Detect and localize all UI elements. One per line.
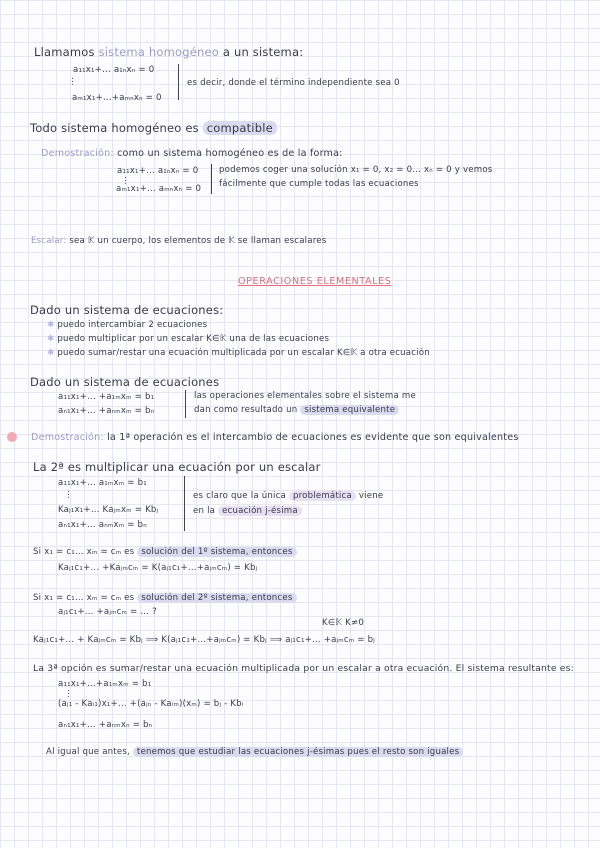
demo1-separator <box>211 164 212 194</box>
demo1-note-1: podemos coger una solución x₁ = 0, x₂ = 0... xₙ = 0 y vemos <box>219 165 493 175</box>
demo1-equation-1: a₁₁x₁+... a₁ₙxₙ = 0 <box>117 166 199 176</box>
second-note-1a: es claro que la única <box>193 491 286 501</box>
second-note-2a: en la <box>193 506 216 516</box>
escalar-text: sea 𝕂 un cuerpo, los elementos de 𝕂 se llaman escalares <box>69 236 327 246</box>
final-line <box>46 748 463 757</box>
third-op-text: La 3ª opción es sumar/restar una ecuación multiplicada por un escalar a otra ecuación. El sistema resultante es: <box>33 663 574 674</box>
escalar-label: Escalar: <box>31 236 67 246</box>
third-equation-1: a₁₁x₁+...+a₁ₘxₘ = b₁ <box>58 679 152 689</box>
highlight-study-j-equations: tenemos que estudiar las ecuaciones j-ésimas pues el resto son iguales <box>133 747 463 757</box>
demo1-note-2: fácilmente que cumple todas las ecuaciones <box>219 179 419 189</box>
demo1-equation-m: aₘ₁x₁+... aₘₙxₙ = 0 <box>116 184 202 194</box>
sol2-line <box>33 594 297 603</box>
dado1-item-1 <box>47 321 207 330</box>
second-note-1b: viene <box>358 491 384 501</box>
demo1-text: como un sistema homogéneo es de la forma: <box>117 148 343 159</box>
section-heading: OPERACIONES ELEMENTALES <box>238 276 392 287</box>
intro-separator <box>178 64 179 100</box>
highlight-compatible: compatible <box>203 121 277 135</box>
intro-word: Llamamos <box>34 45 95 59</box>
intro-note: es decir, donde el término independiente sea 0 <box>187 78 400 88</box>
dado1-text: Dado un sistema de ecuaciones: <box>30 303 224 317</box>
demo1-vdots: ⋮ <box>121 176 130 186</box>
highlight-solution-second-system: solución del 2º sistema, entonces <box>137 593 296 603</box>
second-separator <box>184 476 185 531</box>
second-equation-1: a₁₁x₁+... a₁ₘxₘ = b₁ <box>58 478 147 488</box>
second-vdots: ⋮ <box>64 490 73 500</box>
compatible-line <box>30 123 277 135</box>
dado2-equation-1: a₁₁x₁+... +a₁ₘxₘ = b₁ <box>58 392 155 402</box>
dado2-note-2-text: dan como resultado un <box>194 405 298 415</box>
dado1-item-3-text: puedo sumar/restar una ecuación multiplicada por un escalar K∈𝕂 a otra ecuación <box>57 348 430 358</box>
intro-rest: a un sistema: <box>222 45 304 59</box>
demo1-label: Demostración: <box>41 148 114 159</box>
star-icon: ✱ <box>47 334 55 344</box>
compatible-text: Todo sistema homogéneo es <box>30 121 199 135</box>
term-homogeneous-system: sistema homogéneo <box>98 45 219 59</box>
intro-equation-1: a₁₁x₁+... a₁ₙxₙ = 0 <box>73 65 155 75</box>
dado1-item-3 <box>47 349 430 358</box>
third-vdots: ⋮ <box>64 689 73 699</box>
intro-vdots: ⋮ <box>68 77 77 87</box>
dado1-item-2 <box>47 335 329 344</box>
pink-bullet-dot <box>7 432 17 442</box>
final-pre: Al igual que antes, <box>46 747 130 757</box>
highlight-equivalent-system: sistema equivalente <box>300 405 399 415</box>
intro-equation-m: aₘ₁x₁+...+aₘₙxₙ = 0 <box>72 93 162 103</box>
sol1-pre: Si x₁ = c₁... xₘ = cₘ es <box>33 547 135 557</box>
second-equation-j: Kaⱼ₁x₁+... Kaⱼₘxₘ = Kbⱼ <box>58 505 159 515</box>
escalar-line <box>31 237 326 246</box>
sol2-pre: Si x₁ = c₁... xₘ = cₘ es <box>33 593 135 603</box>
dado2-text: Dado un sistema de ecuaciones <box>30 375 220 389</box>
demo2-text: la 1ª operación es el intercambio de ecuaciones es evidente que son equivalentes <box>107 432 519 443</box>
dado1-item-1-text: puedo intercambiar 2 ecuaciones <box>57 320 208 330</box>
demo2-label: Demostración: <box>31 432 104 443</box>
dado2-equation-n: aₙ₁x₁+... +aₙₘxₘ = bₙ <box>58 406 155 416</box>
sol2-implication-chain: Kaⱼ₁c₁+... + Kaⱼₘcₘ = Kbⱼ ⟹ K(aⱼ₁c₁+...+aⱼₘcₘ) = Kbⱼ ⟹ aⱼ₁c₁+... +aⱼₘcₘ = bⱼ <box>33 635 375 645</box>
dado1-item-2-text: puedo multiplicar por un escalar K∈𝕂 una de las ecuaciones <box>57 334 330 344</box>
dado2-separator <box>185 390 186 418</box>
star-icon: ✱ <box>47 348 55 358</box>
dado2-note-2 <box>194 406 399 415</box>
second-note-2 <box>193 507 302 516</box>
third-equation-j: (aⱼ₁ - Kaᵢ₁)x₁+... +(aⱼₙ - Kaᵢₘ)(xₘ) = bⱼ - Kbᵢ <box>58 699 244 709</box>
highlight-problematic: problemática <box>289 491 356 501</box>
highlight-j-equation: ecuación j-ésima <box>218 506 302 516</box>
sol2-equation: aⱼ₁c₁+... +aⱼₘcₘ = ... ? <box>58 607 157 617</box>
third-equation-n: aₙ₁x₁+... +aₙₘxₙ = bₙ <box>58 720 153 730</box>
second-note-1 <box>193 492 383 501</box>
second-equation-n: aₙ₁x₁+... aₙₘxₘ = bₙ <box>58 520 147 530</box>
sol1-line <box>33 548 297 557</box>
demo2-line <box>31 433 519 443</box>
second-op-text: La 2ª es multiplicar una ecuación por un escalar <box>33 460 321 474</box>
star-icon: ✱ <box>47 320 55 330</box>
highlight-solution-first-system: solución del 1º sistema, entonces <box>137 547 296 557</box>
intro-line <box>34 47 303 59</box>
sol1-equation: Kaⱼ₁c₁+... +Kaⱼₘcₘ = K(aⱼ₁c₁+...+aⱼₘcₘ) = Kbⱼ <box>58 563 258 573</box>
dado2-note-1: las operaciones elementales sobre el sistema me <box>194 391 416 401</box>
sol2-condition: K∈𝕂 K≠0 <box>322 618 365 628</box>
demo1-line <box>41 149 343 159</box>
